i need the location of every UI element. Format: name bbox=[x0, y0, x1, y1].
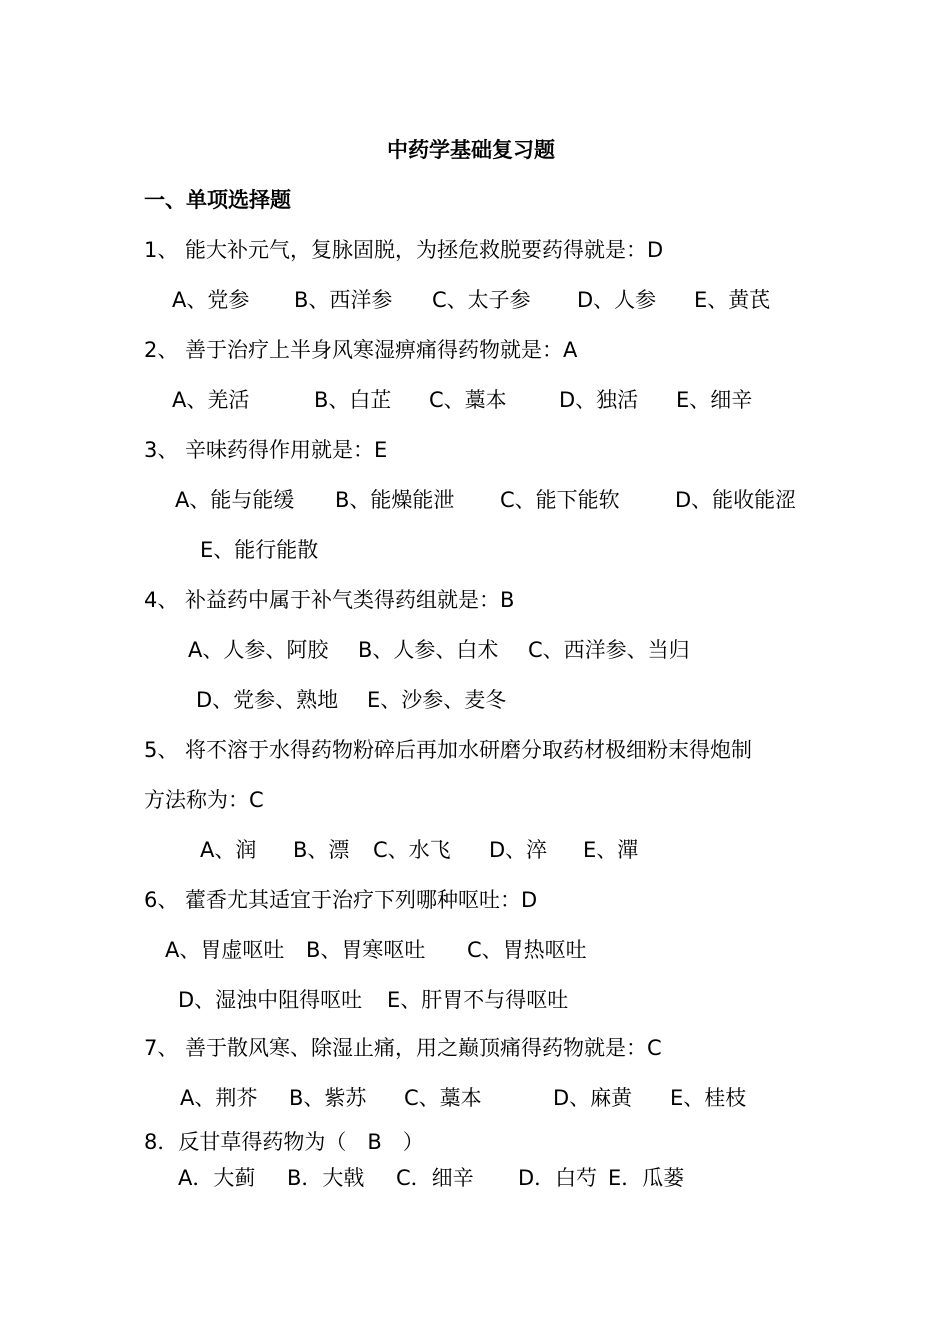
question-5-stem-line1: 5、 将不溶于水得药物粉碎后再加水研磨分取药材极细粉末得炮制 bbox=[144, 738, 753, 762]
section-title: 一、单项选择题 bbox=[144, 188, 291, 212]
question-2-stem: 2、 善于治疗上半身风寒湿痹痛得药物就是：A bbox=[144, 338, 578, 362]
option: E．瓜蒌 bbox=[608, 1166, 685, 1190]
option: A．大蓟 bbox=[178, 1166, 256, 1190]
option: A、党参 bbox=[172, 288, 250, 312]
option: A、胃虚呕吐 bbox=[165, 938, 285, 962]
option: A、人参、阿胶 bbox=[188, 638, 329, 662]
option: D、能收能涩 bbox=[675, 488, 797, 512]
option: B．大戟 bbox=[287, 1166, 365, 1190]
option: C、西洋参、当归 bbox=[528, 638, 690, 662]
option: C、水飞 bbox=[373, 838, 451, 862]
option: A、羌活 bbox=[172, 388, 250, 412]
option: C、藁本 bbox=[404, 1086, 482, 1110]
question-3-stem: 3、 辛味药得作用就是：E bbox=[144, 438, 388, 462]
option: C、能下能软 bbox=[500, 488, 620, 512]
option: D、独活 bbox=[559, 388, 639, 412]
option: B、西洋参 bbox=[294, 288, 393, 312]
option: E、潬 bbox=[583, 838, 639, 862]
option: A、荆芥 bbox=[180, 1086, 258, 1110]
question-1-stem: 1、 能大补元气，复脉固脱，为拯危救脱要药得就是：D bbox=[144, 238, 664, 262]
option: D、湿浊中阻得呕吐 bbox=[178, 988, 363, 1012]
option: D．白芍 bbox=[518, 1166, 598, 1190]
option: E、桂枝 bbox=[670, 1086, 747, 1110]
question-8-stem: 8．反甘草得药物为（ B ） bbox=[144, 1130, 424, 1154]
question-7-stem: 7、 善于散风寒、除湿止痛，用之巅顶痛得药物就是：C bbox=[144, 1036, 662, 1060]
question-5-stem-line2: 方法称为：C bbox=[144, 788, 264, 812]
option: B、能燥能泄 bbox=[335, 488, 455, 512]
option: C、胃热呕吐 bbox=[467, 938, 587, 962]
option: B、白芷 bbox=[314, 388, 392, 412]
option: E、沙参、麦冬 bbox=[367, 688, 507, 712]
option: E、黄芪 bbox=[694, 288, 771, 312]
option: A、能与能缓 bbox=[175, 488, 295, 512]
option: A、润 bbox=[200, 838, 257, 862]
option: D、人参 bbox=[577, 288, 657, 312]
option: D、麻黄 bbox=[553, 1086, 633, 1110]
option: C．细辛 bbox=[396, 1166, 474, 1190]
question-4-stem: 4、 补益药中属于补气类得药组就是：B bbox=[144, 588, 515, 612]
option: E、能行能散 bbox=[200, 538, 319, 562]
option: B、紫苏 bbox=[289, 1086, 367, 1110]
option: C、藁本 bbox=[429, 388, 507, 412]
option: D、党参、熟地 bbox=[196, 688, 339, 712]
option: B、漂 bbox=[293, 838, 350, 862]
option: C、太子参 bbox=[432, 288, 531, 312]
option: B、胃寒呕吐 bbox=[306, 938, 426, 962]
option: D、淬 bbox=[489, 838, 548, 862]
question-6-stem: 6、 藿香尤其适宜于治疗下列哪种呕吐：D bbox=[144, 888, 538, 912]
option: B、人参、白术 bbox=[358, 638, 499, 662]
option: E、细辛 bbox=[676, 388, 753, 412]
option: E、肝胃不与得呕吐 bbox=[387, 988, 569, 1012]
page-title: 中药学基础复习题 bbox=[387, 138, 555, 162]
